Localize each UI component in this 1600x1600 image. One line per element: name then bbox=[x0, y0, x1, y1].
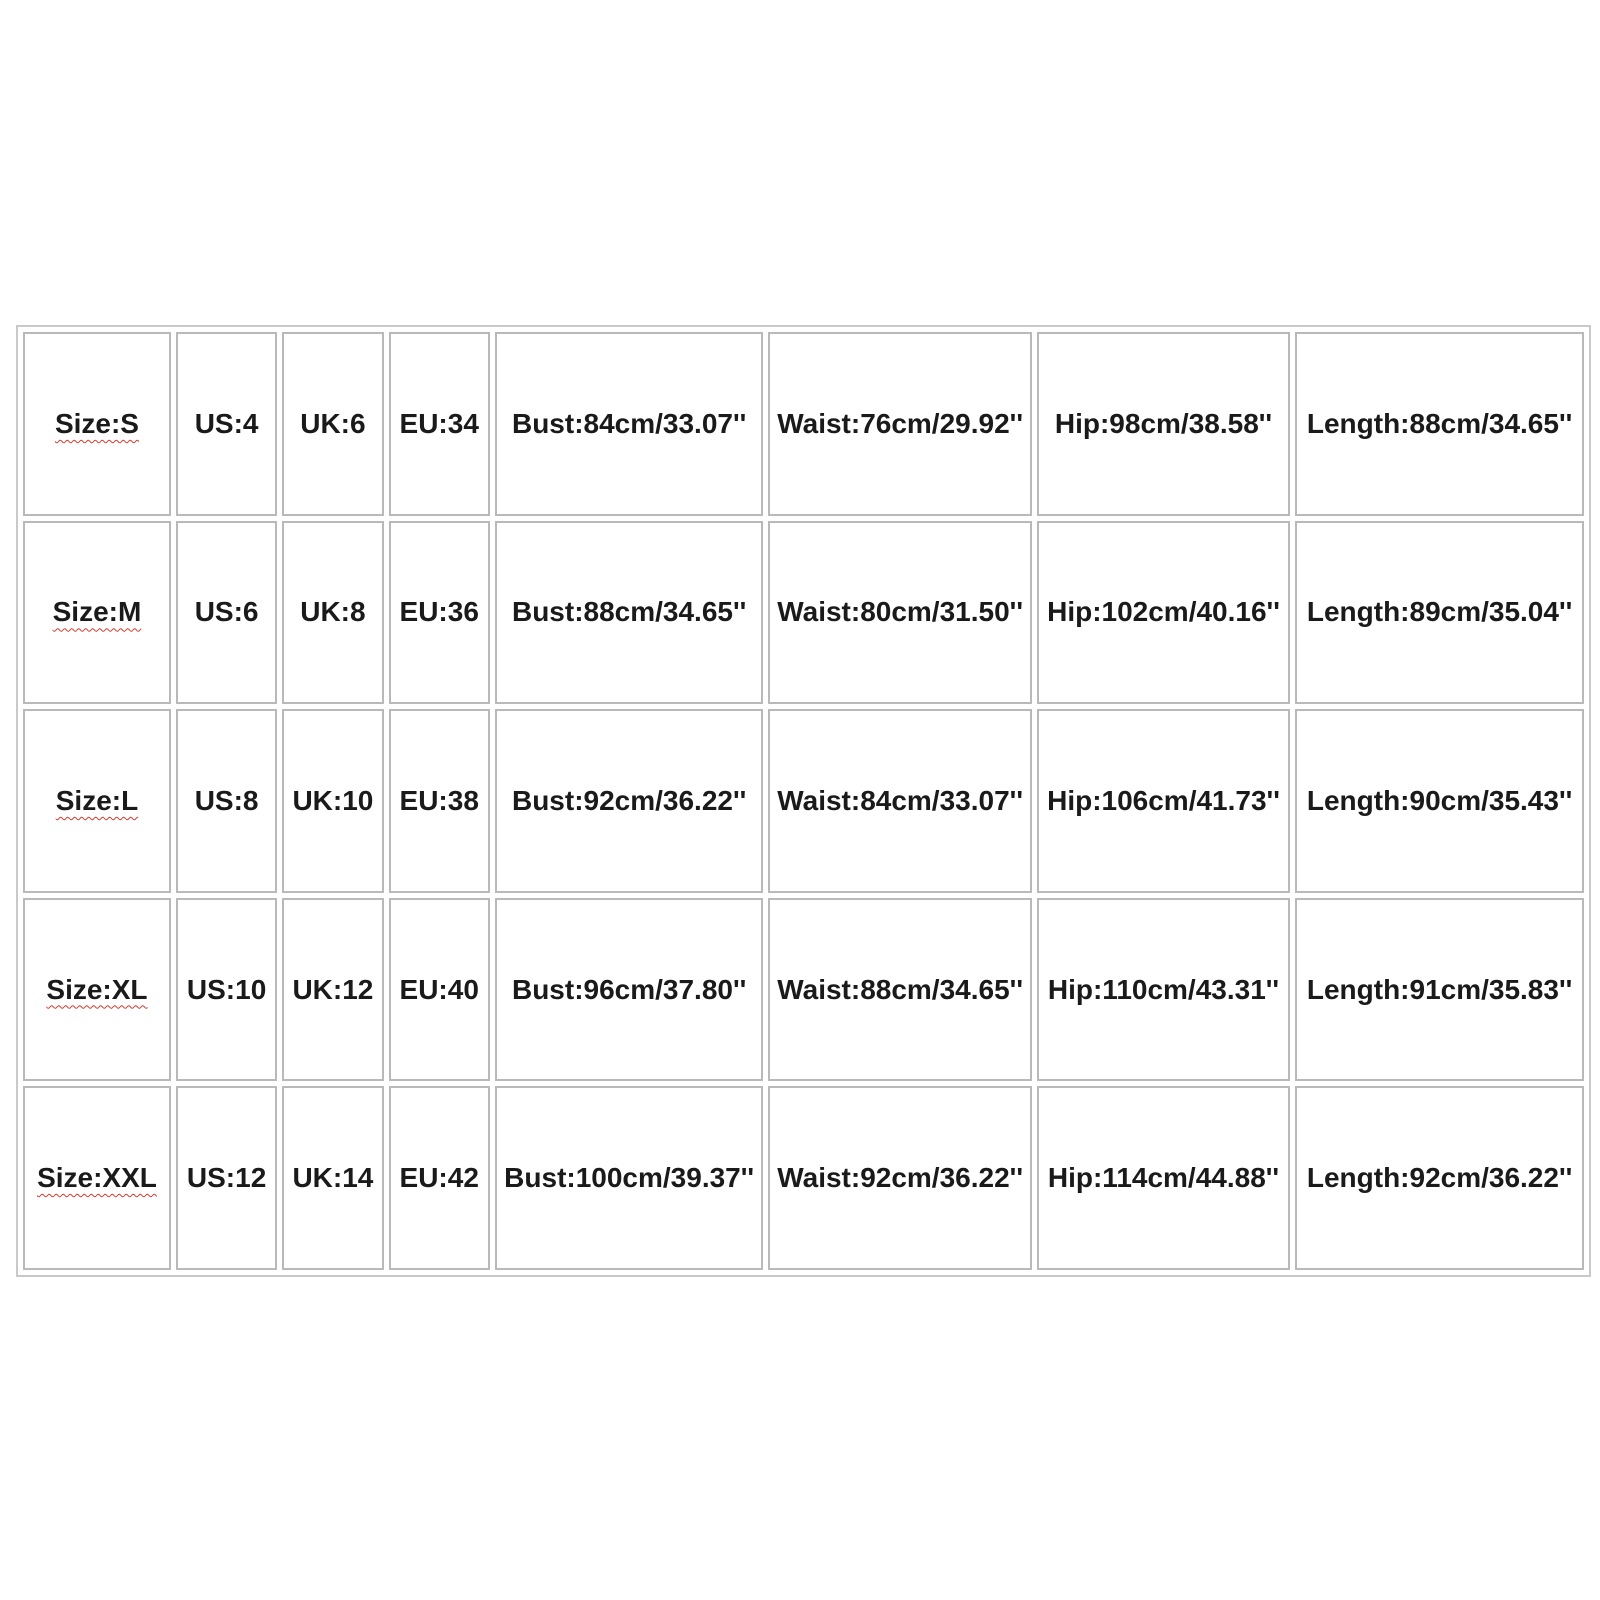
size-cell bbox=[23, 1086, 171, 1270]
hip-cell: Hip:114cm/44.88'' bbox=[1037, 1086, 1290, 1270]
us-cell: US:6 bbox=[176, 521, 277, 705]
waist-cell: Waist:84cm/33.07'' bbox=[768, 709, 1031, 893]
waist-cell: Waist:80cm/31.50'' bbox=[768, 521, 1031, 705]
size-cell bbox=[23, 521, 171, 705]
size-cell bbox=[23, 709, 171, 893]
hip-cell: Hip:98cm/38.58'' bbox=[1037, 332, 1290, 516]
table-row bbox=[23, 1086, 1584, 1270]
hip-cell: Hip:102cm/40.16'' bbox=[1037, 521, 1290, 705]
eu-cell: EU:36 bbox=[389, 521, 490, 705]
size-cell bbox=[23, 898, 171, 1082]
uk-cell: UK:14 bbox=[282, 1086, 383, 1270]
us-cell: US:4 bbox=[176, 332, 277, 516]
size-label: Size:L bbox=[55, 784, 139, 816]
length-cell: Length:90cm/35.43'' bbox=[1295, 709, 1584, 893]
uk-cell: UK:12 bbox=[282, 898, 383, 1082]
uk-cell: UK:10 bbox=[282, 709, 383, 893]
waist-cell: Waist:92cm/36.22'' bbox=[768, 1086, 1031, 1270]
table-row bbox=[23, 709, 1584, 893]
bust-cell: Bust:92cm/36.22'' bbox=[495, 709, 764, 893]
bust-cell: Bust:84cm/33.07'' bbox=[495, 332, 764, 516]
us-cell: US:10 bbox=[176, 898, 277, 1082]
eu-cell: EU:40 bbox=[389, 898, 490, 1082]
us-cell: US:8 bbox=[176, 709, 277, 893]
us-cell: US:12 bbox=[176, 1086, 277, 1270]
waist-cell: Waist:76cm/29.92'' bbox=[768, 332, 1031, 516]
bust-cell: Bust:88cm/34.65'' bbox=[495, 521, 764, 705]
table-row bbox=[23, 898, 1584, 1082]
hip-cell: Hip:106cm/41.73'' bbox=[1037, 709, 1290, 893]
size-chart-table bbox=[16, 325, 1591, 1277]
uk-cell: UK:8 bbox=[282, 521, 383, 705]
eu-cell: EU:42 bbox=[389, 1086, 490, 1270]
size-label: Size:M bbox=[52, 596, 142, 628]
uk-cell: UK:6 bbox=[282, 332, 383, 516]
table-row bbox=[23, 332, 1584, 516]
eu-cell: EU:38 bbox=[389, 709, 490, 893]
eu-cell: EU:34 bbox=[389, 332, 490, 516]
bust-cell: Bust:100cm/39.37'' bbox=[495, 1086, 764, 1270]
length-cell: Length:89cm/35.04'' bbox=[1295, 521, 1584, 705]
size-label: Size:XXL bbox=[37, 1162, 157, 1194]
bust-cell: Bust:96cm/37.80'' bbox=[495, 898, 764, 1082]
size-label: Size:S bbox=[54, 407, 139, 439]
table-row bbox=[23, 521, 1584, 705]
length-cell: Length:92cm/36.22'' bbox=[1295, 1086, 1584, 1270]
length-cell: Length:91cm/35.83'' bbox=[1295, 898, 1584, 1082]
hip-cell: Hip:110cm/43.31'' bbox=[1037, 898, 1290, 1082]
length-cell: Length:88cm/34.65'' bbox=[1295, 332, 1584, 516]
waist-cell: Waist:88cm/34.65'' bbox=[768, 898, 1031, 1082]
size-chart-body bbox=[23, 332, 1584, 1270]
size-label: Size:XL bbox=[46, 973, 148, 1005]
size-cell bbox=[23, 332, 171, 516]
